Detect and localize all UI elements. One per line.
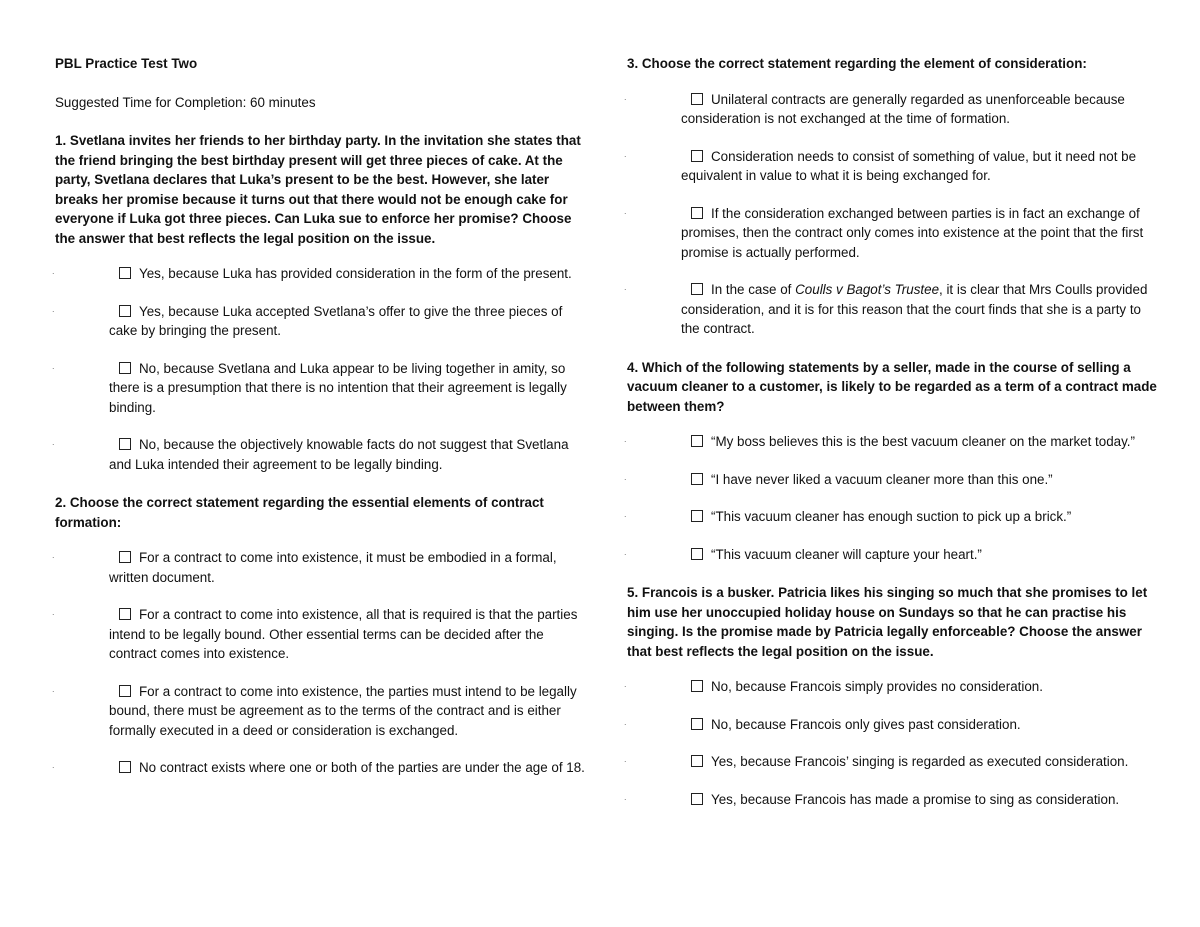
checkbox[interactable] <box>119 267 131 279</box>
checkbox[interactable] <box>691 718 703 730</box>
option-text: No, because Francois only gives past consideration. <box>711 716 1021 732</box>
checkbox[interactable] <box>691 548 703 560</box>
answer-option <box>624 204 1157 263</box>
checkbox[interactable] <box>691 793 703 805</box>
checkbox[interactable] <box>119 362 131 374</box>
question-text: 5. Francois is a busker. Patricia likes his singing so much that she promises to let him use her unoccupied holiday house on Sundays so that he can practise his singing. Is the promise made by Patricia legally enforceable? Choose the answer that best reflects the legal position on the issue. <box>627 585 1148 659</box>
list-marker: . <box>624 91 627 102</box>
case-name: Coulls v Bagot’s Trustee <box>795 282 940 297</box>
answer-option <box>624 545 1157 565</box>
list-marker: . <box>624 434 627 444</box>
checkbox[interactable] <box>691 283 703 295</box>
list-marker: . <box>52 266 55 276</box>
list-marker: . <box>624 679 627 689</box>
question-5 <box>624 583 1157 809</box>
option-text-before: In the case of <box>711 282 796 297</box>
question-4 <box>624 358 1157 565</box>
answer-option <box>52 264 585 284</box>
option-text-after: , it is clear that Mrs Coulls provided consideration, and it is for this reason that the court finds that she is a party to the contract. <box>681 282 1148 336</box>
suggested-time: Suggested Time for Completion: 60 minutes <box>55 94 316 110</box>
list-marker: . <box>624 282 627 292</box>
answer-option <box>52 548 585 587</box>
option-text: No, because Svetlana and Luka appear to be living together in amity, so there is a presumption that there is no intention that their agreement is legally binding. <box>109 360 567 415</box>
option-text: For a contract to come into existence, all that is required is that the parties intend to be legally bound. Other essential terms can be decided after the contract comes into existence. <box>109 607 578 661</box>
answer-option <box>624 470 1157 490</box>
question-2 <box>52 493 585 778</box>
list-marker: . <box>52 760 55 770</box>
question-text: 1. Svetlana invites her friends to her birthday party. In the invitation she states that the friend bringing the best birthday present will get three pieces of cake. At the party, Svetlana declares that Luka’s present to be the best. However, she later breaks her promise because it turns out that there would not be enough cake for everyone if Luka got three pieces. Can Luka sue to enforce her promise? Choose the answer that best reflects the legal position on the issue. <box>55 133 581 246</box>
list-marker: . <box>624 205 627 216</box>
checkbox[interactable] <box>691 510 703 522</box>
question-1 <box>52 131 585 474</box>
answer-option <box>52 758 585 778</box>
question-text: 4. Which of the following statements by a seller, made in the course of selling a vacuum cleaner to a customer, is likely to be regarded as a term of a contract made between them? <box>627 359 1157 414</box>
checkbox[interactable] <box>691 207 703 219</box>
answer-option <box>624 280 1157 339</box>
list-marker: . <box>624 509 627 519</box>
checkbox[interactable] <box>119 551 131 563</box>
answer-option <box>52 359 585 418</box>
option-text: “I have never liked a vacuum cleaner more than this one.” <box>711 471 1053 487</box>
checkbox[interactable] <box>119 438 131 450</box>
question-text: 3. Choose the correct statement regarding the element of consideration: <box>627 56 1087 71</box>
page-title: PBL Practice Test Two <box>55 56 198 71</box>
checkbox[interactable] <box>119 685 131 697</box>
option-text: For a contract to come into existence, it must be embodied in a formal, written document. <box>109 550 557 585</box>
list-marker: . <box>52 683 55 694</box>
checkbox[interactable] <box>119 761 131 773</box>
list-marker: . <box>624 791 627 802</box>
list-marker: . <box>52 437 55 447</box>
checkbox[interactable] <box>691 435 703 447</box>
list-marker: . <box>624 546 627 557</box>
answer-option <box>624 507 1157 527</box>
checkbox[interactable] <box>119 608 131 620</box>
answer-option <box>624 677 1157 697</box>
checkbox[interactable] <box>691 150 703 162</box>
checkbox[interactable] <box>119 305 131 317</box>
right-column <box>624 54 1157 809</box>
option-text: Unilateral contracts are generally regarded as unenforceable because consideration is not exchanged at the time of formation. <box>681 91 1125 126</box>
checkbox[interactable] <box>691 755 703 767</box>
answer-option <box>624 790 1157 810</box>
option-text: Consideration needs to consist of something of value, but it need not be equivalent in value to what it is being exchanged for. <box>681 148 1137 183</box>
list-marker: . <box>52 360 55 371</box>
list-marker: . <box>52 607 55 617</box>
list-marker: . <box>52 550 55 560</box>
option-text: For a contract to come into existence, the parties must intend to be legally bound, there must be agreement as to the terms of the contract and is either formally executed in a deed or consideration is exchanged. <box>109 683 577 738</box>
option-text: Yes, because Luka accepted Svetlana’s offer to give the three pieces of cake by bringing the present. <box>109 303 563 338</box>
option-text: “My boss believes this is the best vacuum cleaner on the market today.” <box>711 434 1135 449</box>
option-text: “This vacuum cleaner will capture your heart.” <box>711 546 982 562</box>
list-marker: . <box>624 716 627 727</box>
left-column <box>52 54 585 778</box>
option-text: Yes, because Luka has provided consideration in the form of the present. <box>139 266 572 281</box>
answer-option <box>624 715 1157 735</box>
answer-option <box>52 435 585 474</box>
question-text: 2. Choose the correct statement regarding the essential elements of contract formation: <box>55 495 544 530</box>
option-text: “This vacuum cleaner has enough suction to pick up a brick.” <box>711 509 1072 524</box>
answer-option <box>52 605 585 664</box>
option-text: No contract exists where one or both of the parties are under the age of 18. <box>139 760 585 775</box>
option-text: If the consideration exchanged between parties is in fact an exchange of promises, then the contract only comes into existence at the point that the first promise is actually performed. <box>681 205 1144 260</box>
option-text: Yes, because Francois has made a promise to sing as consideration. <box>711 791 1120 807</box>
option-text: No, because Francois simply provides no consideration. <box>711 679 1043 694</box>
answer-option <box>52 682 585 741</box>
checkbox[interactable] <box>691 473 703 485</box>
list-marker: . <box>624 148 627 159</box>
question-3 <box>624 54 1157 339</box>
checkbox[interactable] <box>691 680 703 692</box>
option-text: Yes, because Francois’ singing is regarded as executed consideration. <box>711 754 1129 769</box>
answer-option <box>624 147 1157 186</box>
option-text: No, because the objectively knowable facts do not suggest that Svetlana and Luka intended their agreement to be legally binding. <box>109 437 569 472</box>
list-marker: . <box>52 303 55 314</box>
answer-option <box>624 90 1157 129</box>
checkbox[interactable] <box>691 93 703 105</box>
list-marker: . <box>624 754 627 764</box>
answer-option <box>52 302 585 341</box>
list-marker: . <box>624 471 627 482</box>
answer-option <box>624 752 1157 772</box>
answer-option <box>624 432 1157 452</box>
